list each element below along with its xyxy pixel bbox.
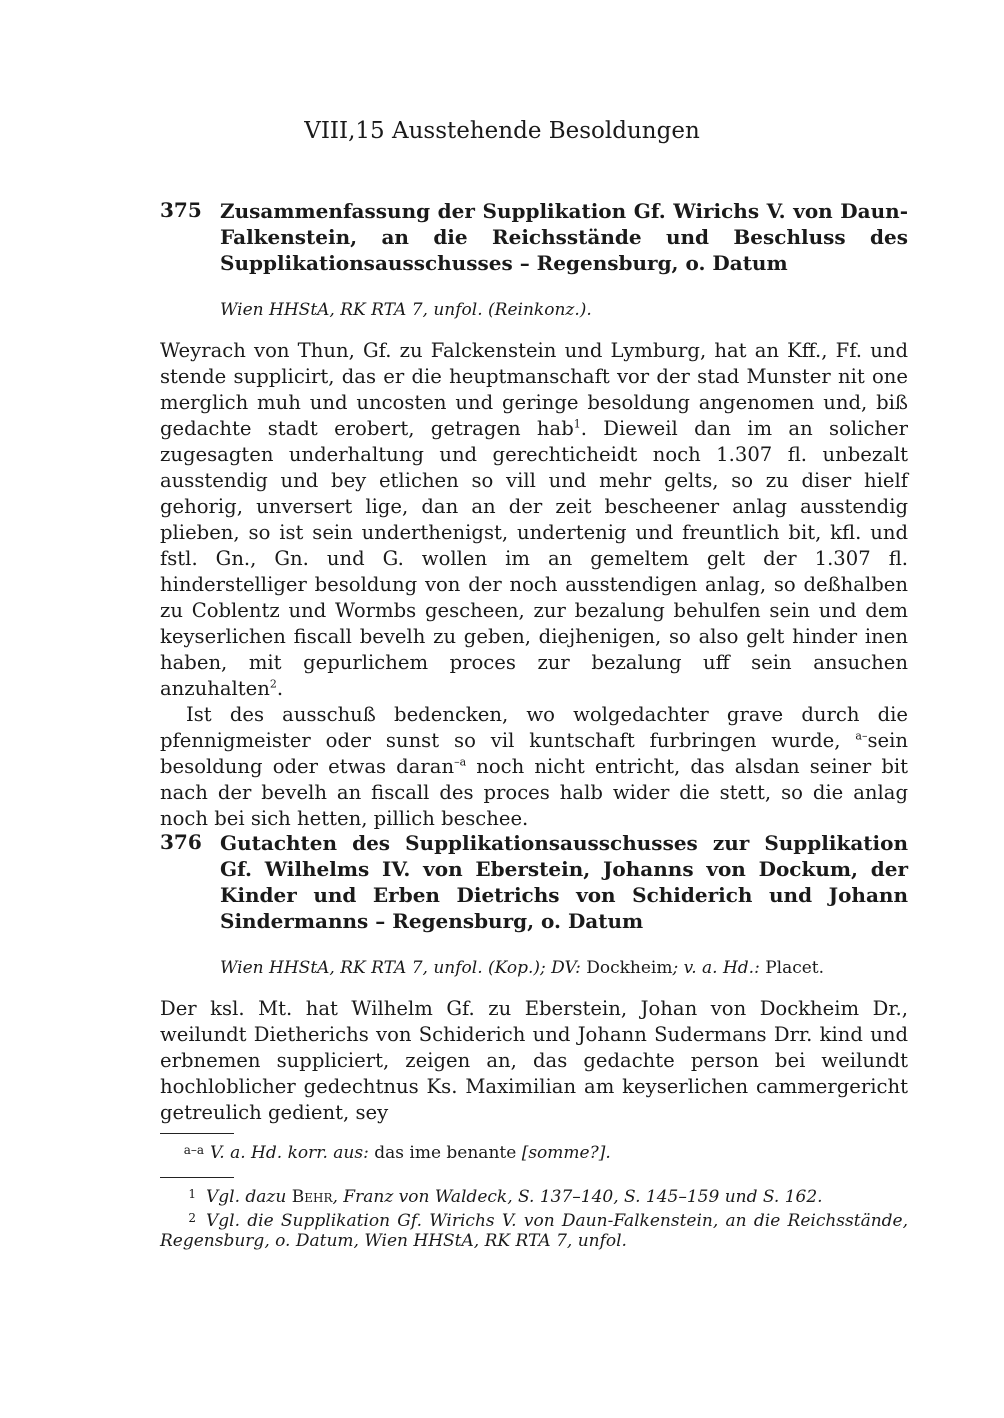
entry-376: [160, 830, 908, 1126]
footnote-marker: 1: [188, 1187, 196, 1201]
footnote-2: [160, 1208, 908, 1251]
text-run: Wien HHStA, RK RTA 7, unfol. (Kop.); DV:: [220, 958, 587, 978]
apparatus-rule: [160, 1133, 234, 1134]
text-run: Weyrach von Thun, Gf. zu Falckenstein und Lymburg, hat an Kff., Ff. und stende supplicirt, das er die heuptmanschaft vor der stad Munster nit one merglich muh und uncosten und geringe besoldung angenomen und, biß gedachte stadt erobert, getragen hab: [160, 339, 908, 440]
entry-375: [160, 198, 908, 832]
running-head: VIII,15 Ausstehende Besoldungen: [304, 118, 700, 144]
footnote-marker: 2: [188, 1211, 196, 1225]
text-run: V. a. Hd. korr. aus:: [210, 1143, 375, 1163]
text-run: .: [276, 677, 284, 700]
entry-title: Zusammenfassung der Supplikation Gf. Wirichs V. von Daun-Falkenstein, an die Reichsstände und Beschluss des Supplikationsausschusses – Regensburg, o. Datum: [220, 199, 908, 275]
text-run: , Franz von Waldeck, S. 137–140, S. 145–159 und S. 162.: [332, 1187, 823, 1207]
paragraph: [160, 338, 908, 702]
footnote-1: [160, 1184, 908, 1207]
variant-note: [160, 1140, 908, 1163]
footnote-ref[interactable]: 2: [269, 677, 277, 691]
text-run: ; v. a. Hd.:: [672, 958, 766, 978]
entry-body: [160, 996, 908, 1126]
paragraph: [160, 702, 908, 832]
text-run: das ime benante: [374, 1143, 522, 1163]
text-run: Vgl. dazu: [206, 1187, 292, 1207]
entry-number: 376: [160, 830, 202, 854]
text-run: Placet.: [765, 958, 825, 978]
text-run: Vgl. die Supplikation Gf. Wirichs V. von Daun-Falkenstein, an die Reichsstände, Regensburg, o. Datum, Wien HHStA, RK RTA 7, unfol.: [160, 1211, 908, 1251]
entry-source: Wien HHStA, RK RTA 7, unfol. (Reinkonz.).: [220, 300, 592, 320]
text-run: Behr: [291, 1187, 333, 1207]
footnote-rule: [160, 1177, 234, 1178]
entry-title: Gutachten des Supplikationsausschusses zur Supplikation Gf. Wilhelms IV. von Eberstein, Johanns von Dockum, der Kinder und Erben Dietrichs von Schiderich und Johann Sindermanns – Regensburg, o. Datum: [220, 831, 908, 933]
text-run: [somme?].: [521, 1143, 611, 1163]
entry-body: [160, 338, 908, 832]
text-run: noch nicht entricht, das alsdan seiner bit nach der bevelh an fiscall des proces halb wider die stett, so die anlag noch bei sich hetten, pillich beschee.: [160, 755, 909, 830]
text-run: Ist des ausschuß bedencken, wo wolgedachter grave durch die pfennigmeister oder sunst so vil kuntschaft furbringen wurde,: [160, 703, 908, 752]
variant-note-marker: a–a: [183, 1143, 204, 1157]
footnote-ref[interactable]: 1: [573, 417, 581, 431]
entry-number: 375: [160, 198, 202, 222]
text-run: . Dieweil dan im an solicher zugesagten underhaltung und gerechticheidt noch 1.307 fl. unbezalt ausstendig und bey etlichen so vill und mehr gelts, so zu diser hielf gehorig, unversert lige, dan an der zeit bescheener anlag ausstendig plieben, so ist sein underthenigst, undertenig und freuntlich bit, kfl. und fstl. Gn., Gn. und G. wollen im an gemeltem gelt der 1.307 fl. hinderstelliger besoldung von der noch ausstendigen anlag, so deßhalben zu Coblentz und Wormbs gescheen, zur bezalung behulfen sein und dem keyserlichen fiscall bevelh zu geben, diejhenigen, so also gelt hinder inen haben, mit gepurlichem proces zur bezalung uff sein ansuchen anzuhalten: [160, 417, 908, 700]
text-run: Dockheim: [586, 958, 673, 978]
text-run: sein besoldung oder etwas daran: [160, 729, 908, 778]
paragraph: Der ksl. Mt. hat Wilhelm Gf. zu Eberstein, Johan von Dockheim Dr., weilundt Dietherichs von Schiderich und Johann Sudermans Drr. kind und erbnemen suppliciert, zeigen an, das gedachte person bei weilundt hochloblicher gedechtnus Ks. Maximilian am keyserlichen cammergericht getreulich gedient, sey: [160, 997, 908, 1124]
variant-marker-open[interactable]: a–: [855, 729, 868, 743]
entry-source: [220, 956, 908, 980]
variant-marker-close[interactable]: –a: [454, 755, 467, 769]
